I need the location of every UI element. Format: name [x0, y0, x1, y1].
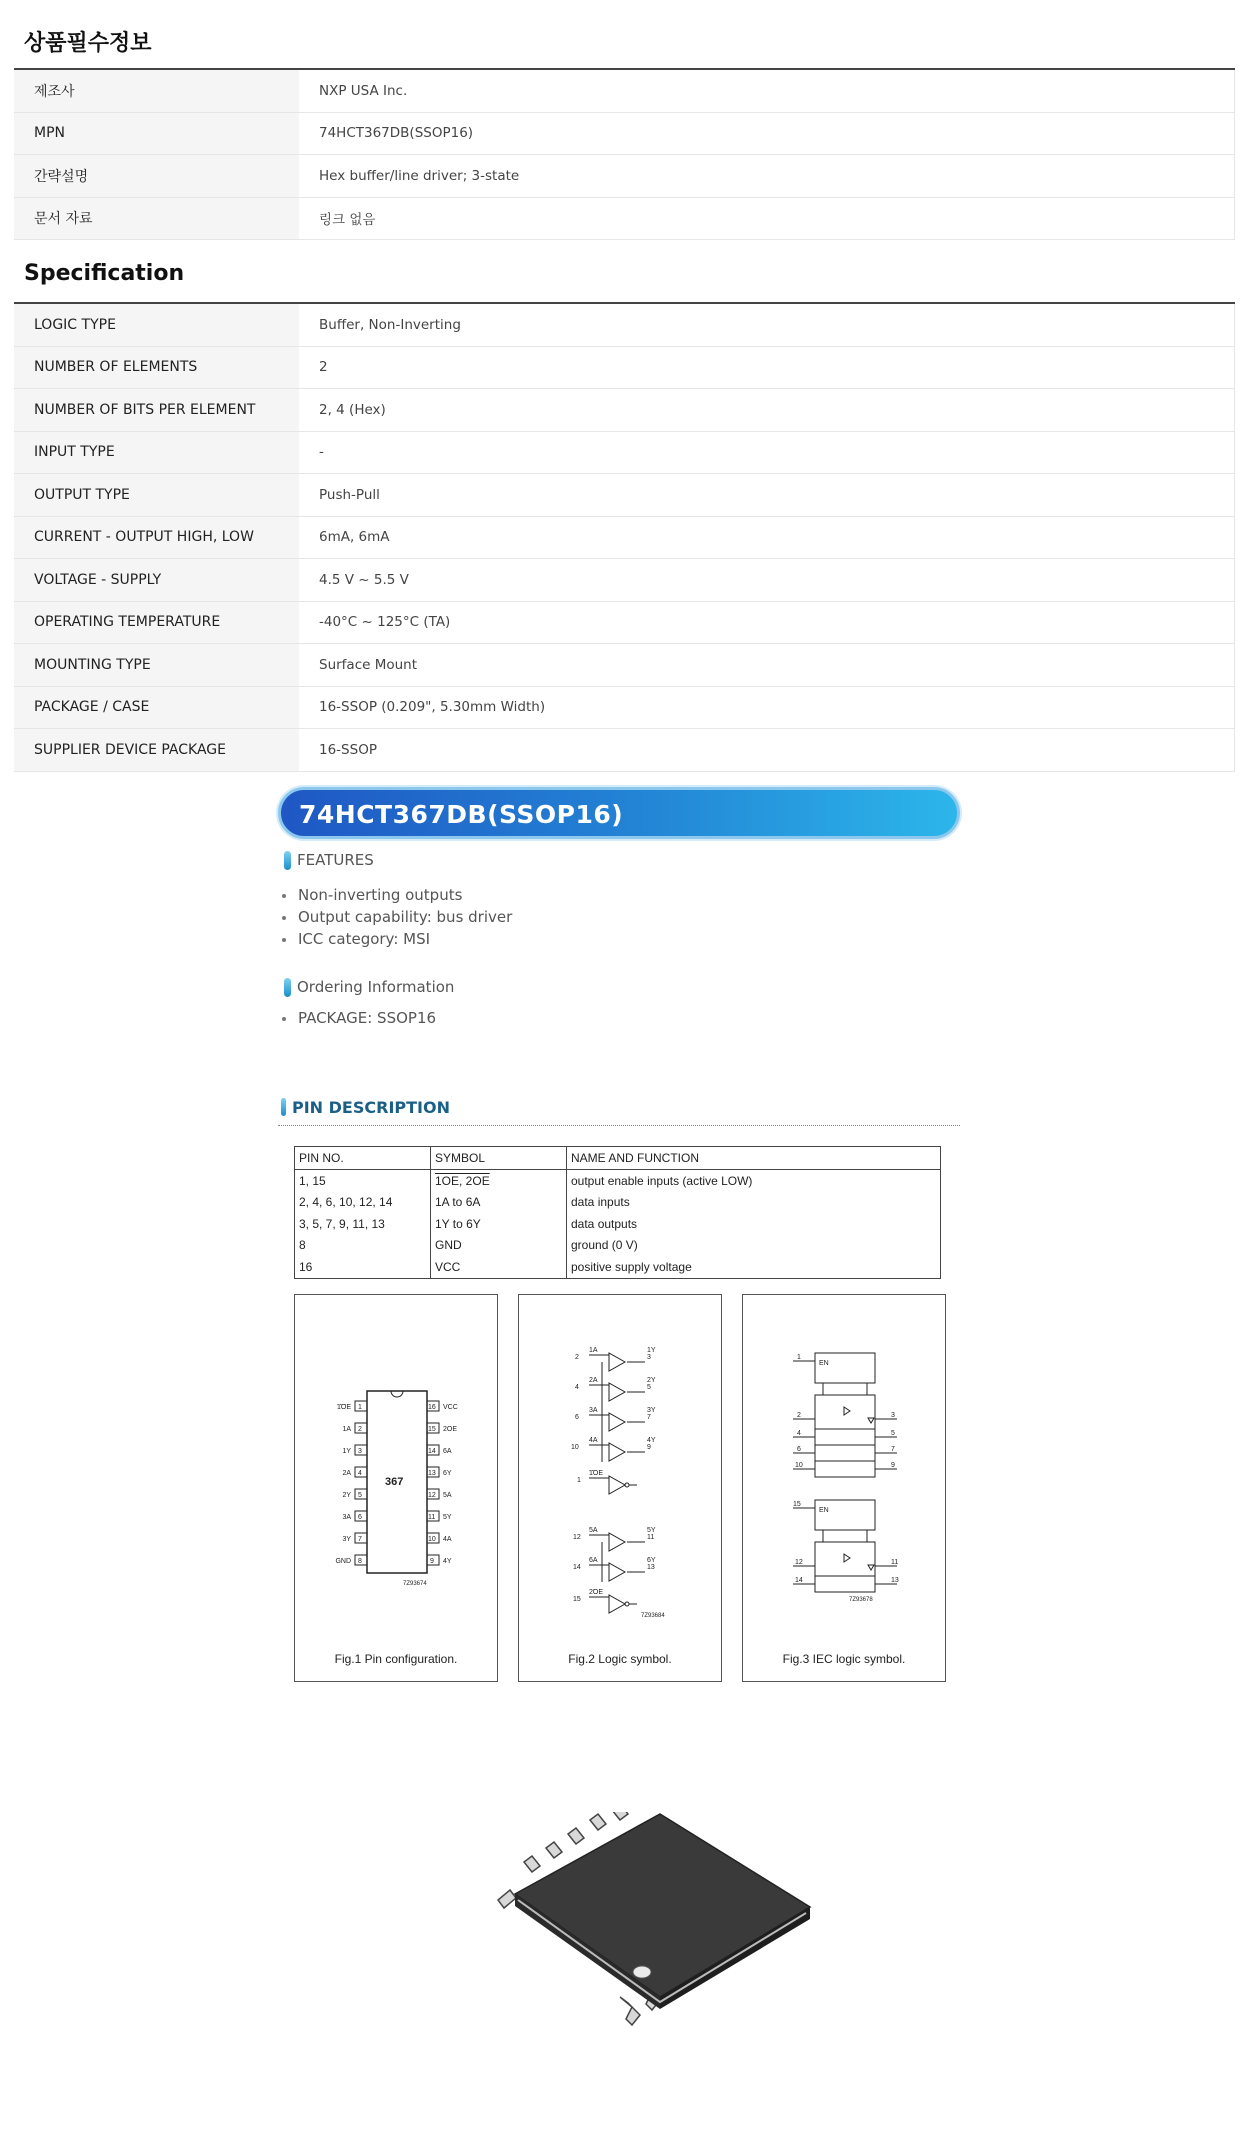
- svg-text:7: 7: [647, 1414, 651, 1421]
- table-header-row: [295, 1147, 941, 1170]
- svg-text:3A: 3A: [342, 1514, 351, 1521]
- pin-configuration-diagram: [295, 1295, 499, 1683]
- function-cell: ground (0 V): [567, 1235, 941, 1257]
- table-row: [295, 1235, 941, 1257]
- row-label: MOUNTING TYPE: [14, 644, 299, 687]
- pin-table: [294, 1146, 941, 1279]
- symbol-cell: 1A to 6A: [431, 1192, 567, 1214]
- svg-text:13: 13: [428, 1470, 436, 1477]
- ssop16-package-image: [470, 1812, 820, 2052]
- row-label: NUMBER OF BITS PER ELEMENT: [14, 389, 299, 432]
- svg-text:8: 8: [358, 1558, 362, 1565]
- features-list: [280, 884, 512, 950]
- svg-text:14: 14: [573, 1564, 581, 1571]
- features-heading-icon: [284, 851, 291, 870]
- row-label: 간략설명: [14, 155, 299, 198]
- svg-text:VCC: VCC: [443, 1404, 458, 1411]
- row-label: OUTPUT TYPE: [14, 474, 299, 517]
- svg-text:2OE: 2OE: [443, 1426, 458, 1433]
- svg-text:1: 1: [358, 1404, 362, 1411]
- row-label: 문서 자료: [14, 197, 299, 240]
- pin-cell: 3, 5, 7, 9, 11, 13: [295, 1213, 431, 1235]
- svg-text:2OE: 2OE: [589, 1589, 604, 1596]
- list-item: Output capability: bus driver: [280, 906, 512, 928]
- product-banner: [278, 787, 960, 839]
- svg-text:5: 5: [891, 1430, 895, 1437]
- table-row: [14, 303, 1235, 346]
- symbol-cell: 1Y to 6Y: [431, 1213, 567, 1235]
- svg-text:14: 14: [795, 1577, 803, 1584]
- svg-text:5: 5: [647, 1384, 651, 1391]
- figure-code: 7Z93684: [641, 1613, 665, 1619]
- table-row: [14, 474, 1235, 517]
- svg-text:4: 4: [797, 1430, 801, 1437]
- svg-text:14: 14: [428, 1448, 436, 1455]
- row-value: 4.5 V ~ 5.5 V: [299, 559, 1235, 602]
- list-item: ICC category: MSI: [280, 928, 512, 950]
- svg-text:2: 2: [575, 1354, 579, 1361]
- table-row: [14, 197, 1235, 240]
- pin-cell: 8: [295, 1235, 431, 1257]
- svg-text:6A: 6A: [589, 1557, 598, 1564]
- svg-text:1A: 1A: [589, 1347, 598, 1354]
- svg-text:1: 1: [797, 1354, 801, 1361]
- svg-text:EN: EN: [819, 1507, 829, 1514]
- svg-text:11: 11: [891, 1559, 899, 1566]
- svg-text:2A: 2A: [342, 1470, 351, 1477]
- svg-text:11: 11: [647, 1534, 655, 1541]
- symbol-cell: GND: [431, 1235, 567, 1257]
- svg-text:13: 13: [647, 1564, 655, 1571]
- pin-cell: 16: [295, 1256, 431, 1278]
- row-value: 6mA, 6mA: [299, 516, 1235, 559]
- svg-text:7: 7: [358, 1536, 362, 1543]
- row-value: 74HCT367DB(SSOP16): [299, 112, 1235, 155]
- product-info-title: 상품필수정보: [24, 31, 152, 56]
- svg-text:12: 12: [795, 1559, 803, 1566]
- table-row: [14, 729, 1235, 772]
- logic-symbol-diagram: [519, 1295, 723, 1683]
- table-row: [14, 516, 1235, 559]
- list-item: Non-inverting outputs: [280, 884, 512, 906]
- product-info-table: [14, 68, 1235, 240]
- svg-text:9: 9: [430, 1558, 434, 1565]
- row-value: Push-Pull: [299, 474, 1235, 517]
- column-header: PIN NO.: [295, 1147, 431, 1170]
- svg-text:1Y: 1Y: [342, 1448, 351, 1455]
- svg-text:13: 13: [891, 1577, 899, 1584]
- svg-text:EN: EN: [819, 1360, 829, 1367]
- svg-text:5Y: 5Y: [443, 1514, 452, 1521]
- svg-text:4Y: 4Y: [443, 1558, 452, 1565]
- ordering-heading-icon: [284, 978, 291, 997]
- row-value: 2: [299, 346, 1235, 389]
- svg-text:1A: 1A: [342, 1426, 351, 1433]
- table-row: [295, 1192, 941, 1214]
- row-label: OPERATING TEMPERATURE: [14, 601, 299, 644]
- table-row: [14, 69, 1235, 112]
- pin-cell: 1, 15: [295, 1170, 431, 1192]
- row-label: VOLTAGE - SUPPLY: [14, 559, 299, 602]
- figure-iec-logic-symbol: [742, 1294, 946, 1682]
- table-row: [14, 559, 1235, 602]
- table-row: [14, 155, 1235, 198]
- svg-text:5: 5: [358, 1492, 362, 1499]
- svg-text:1OE: 1OE: [589, 1470, 604, 1477]
- row-label: MPN: [14, 112, 299, 155]
- svg-text:4A: 4A: [443, 1536, 452, 1543]
- svg-text:2: 2: [797, 1412, 801, 1419]
- column-header: SYMBOL: [431, 1147, 567, 1170]
- specification-title: Specification: [24, 261, 185, 286]
- table-row: [295, 1256, 941, 1278]
- row-label: NUMBER OF ELEMENTS: [14, 346, 299, 389]
- svg-text:1: 1: [577, 1477, 581, 1484]
- table-row: [14, 644, 1235, 687]
- table-row: [14, 601, 1235, 644]
- row-value: Surface Mount: [299, 644, 1235, 687]
- svg-text:6A: 6A: [443, 1448, 452, 1455]
- row-value: -40°C ~ 125°C (TA): [299, 601, 1235, 644]
- table-row: [14, 686, 1235, 729]
- table-row: [14, 389, 1235, 432]
- svg-text:2A: 2A: [589, 1377, 598, 1384]
- svg-text:12: 12: [428, 1492, 436, 1499]
- svg-text:2: 2: [358, 1426, 362, 1433]
- row-label: LOGIC TYPE: [14, 303, 299, 346]
- svg-text:3A: 3A: [589, 1407, 598, 1414]
- row-value: 16-SSOP: [299, 729, 1235, 772]
- row-value: Buffer, Non-Inverting: [299, 303, 1235, 346]
- svg-text:3Y: 3Y: [342, 1536, 351, 1543]
- row-label: SUPPLIER DEVICE PACKAGE: [14, 729, 299, 772]
- figure-caption: Fig.2 Logic symbol.: [568, 1652, 672, 1666]
- row-value: 2, 4 (Hex): [299, 389, 1235, 432]
- svg-text:10: 10: [428, 1536, 436, 1543]
- table-row: [14, 112, 1235, 155]
- function-cell: data inputs: [567, 1192, 941, 1214]
- function-cell: positive supply voltage: [567, 1256, 941, 1278]
- features-heading: FEATURES: [297, 851, 374, 869]
- row-value: 16-SSOP (0.209", 5.30mm Width): [299, 686, 1235, 729]
- svg-text:6: 6: [575, 1414, 579, 1421]
- row-value: -: [299, 431, 1235, 474]
- svg-text:11: 11: [428, 1514, 436, 1521]
- svg-text:7: 7: [891, 1446, 895, 1453]
- table-row: [14, 346, 1235, 389]
- specification-table: [14, 302, 1235, 772]
- svg-text:1Y: 1Y: [647, 1347, 656, 1354]
- svg-text:3Y: 3Y: [647, 1407, 656, 1414]
- svg-text:12: 12: [573, 1534, 581, 1541]
- table-row: [295, 1213, 941, 1235]
- row-label: 제조사: [14, 69, 299, 112]
- svg-text:10: 10: [571, 1444, 579, 1451]
- row-value: NXP USA Inc.: [299, 69, 1235, 112]
- chip-label: 367: [385, 1476, 404, 1488]
- svg-text:3: 3: [647, 1354, 651, 1361]
- figure-caption: Fig.1 Pin configuration.: [334, 1652, 458, 1666]
- svg-text:4: 4: [575, 1384, 579, 1391]
- svg-text:5Y: 5Y: [647, 1527, 656, 1534]
- svg-text:9: 9: [647, 1444, 651, 1451]
- column-header: NAME AND FUNCTION: [567, 1147, 941, 1170]
- symbol-cell: 1OE, 2OE: [431, 1170, 567, 1192]
- svg-text:10: 10: [795, 1462, 803, 1469]
- svg-text:2Y: 2Y: [647, 1377, 656, 1384]
- ordering-list: [280, 1007, 436, 1029]
- figure-code: 7Z93674: [403, 1581, 427, 1587]
- divider: [278, 1125, 960, 1126]
- svg-text:16: 16: [428, 1404, 436, 1411]
- svg-text:3: 3: [891, 1412, 895, 1419]
- figure-pin-configuration: [294, 1294, 498, 1682]
- svg-text:2Y: 2Y: [342, 1492, 351, 1499]
- svg-text:5A: 5A: [589, 1527, 598, 1534]
- svg-text:4: 4: [358, 1470, 362, 1477]
- svg-text:6: 6: [797, 1446, 801, 1453]
- svg-text:6Y: 6Y: [647, 1557, 656, 1564]
- iec-logic-symbol-diagram: [743, 1295, 947, 1683]
- row-value: 링크 없음: [299, 197, 1235, 240]
- svg-text:4Y: 4Y: [647, 1437, 656, 1444]
- row-label: INPUT TYPE: [14, 431, 299, 474]
- table-row: [295, 1170, 941, 1192]
- svg-text:15: 15: [793, 1501, 801, 1508]
- row-value: Hex buffer/line driver; 3-state: [299, 155, 1235, 198]
- figure-caption: Fig.3 IEC logic symbol.: [782, 1652, 906, 1666]
- svg-text:GND: GND: [335, 1558, 351, 1565]
- row-label: PACKAGE / CASE: [14, 686, 299, 729]
- banner-title: 74HCT367DB(SSOP16): [299, 800, 624, 829]
- svg-text:6: 6: [358, 1514, 362, 1521]
- svg-text:1OE: 1OE: [336, 1404, 351, 1411]
- pin-cell: 2, 4, 6, 10, 12, 14: [295, 1192, 431, 1214]
- svg-text:15: 15: [573, 1596, 581, 1603]
- figure-logic-symbol: [518, 1294, 722, 1682]
- row-label: CURRENT - OUTPUT HIGH, LOW: [14, 516, 299, 559]
- svg-text:3: 3: [358, 1448, 362, 1455]
- symbol-cell: VCC: [431, 1256, 567, 1278]
- svg-text:6Y: 6Y: [443, 1470, 452, 1477]
- svg-text:5A: 5A: [443, 1492, 452, 1499]
- table-row: [14, 431, 1235, 474]
- svg-text:4A: 4A: [589, 1437, 598, 1444]
- svg-text:9: 9: [891, 1462, 895, 1469]
- function-cell: data outputs: [567, 1213, 941, 1235]
- ordering-heading: Ordering Information: [297, 978, 455, 996]
- pin-description-heading: PIN DESCRIPTION: [292, 1098, 450, 1117]
- pin-heading-icon: [281, 1098, 286, 1116]
- svg-text:15: 15: [428, 1426, 436, 1433]
- list-item: PACKAGE: SSOP16: [280, 1007, 436, 1029]
- function-cell: output enable inputs (active LOW): [567, 1170, 941, 1192]
- figure-code: 7Z93678: [849, 1597, 873, 1603]
